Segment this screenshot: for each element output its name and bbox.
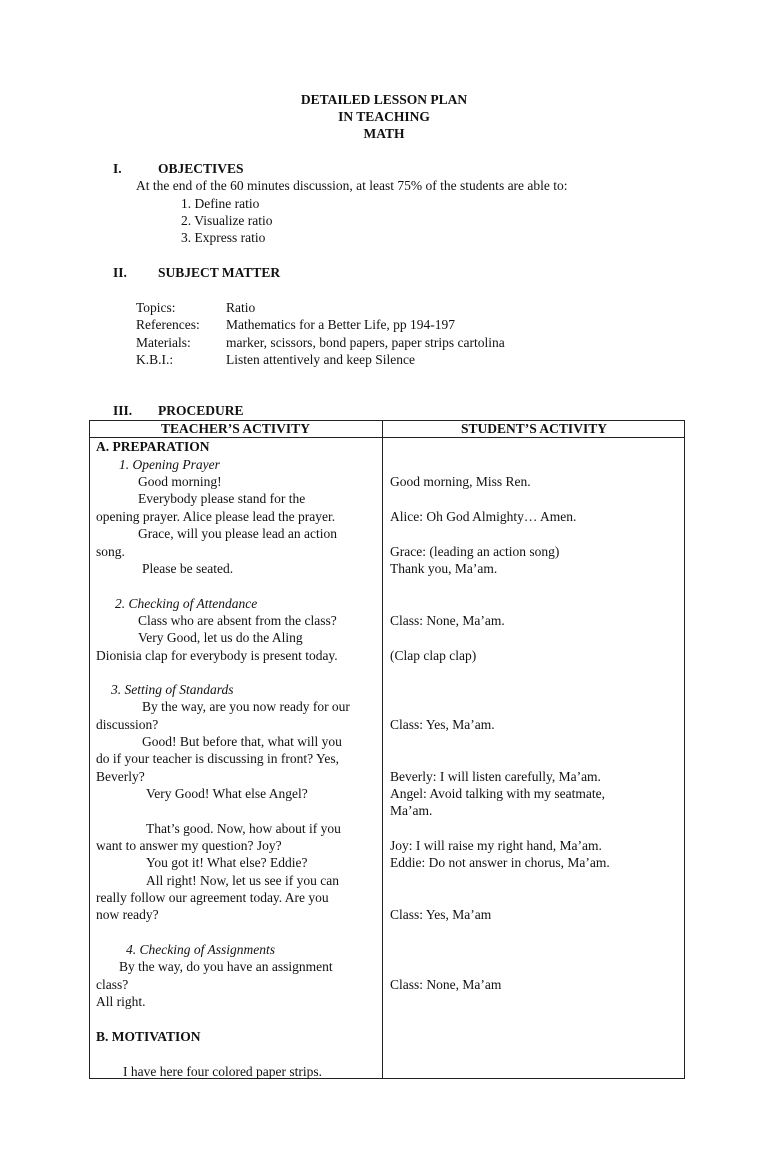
teacher-line: discussion? — [96, 717, 159, 732]
section-preparation: A. PREPARATION — [96, 439, 210, 454]
student-line: Thank you, Ma’am. — [390, 561, 498, 576]
teacher-line: I have here four colored paper strips. — [123, 1064, 323, 1079]
subject-row-label: Topics: — [136, 300, 176, 315]
teacher-line: Very Good, let us do the Aling — [138, 630, 303, 645]
student-activity-header: STUDENT’S ACTIVITY — [461, 421, 607, 436]
teacher-line: Very Good! What else Angel? — [146, 786, 308, 801]
student-line: Beverly: I will listen carefully, Ma’am. — [390, 769, 601, 784]
teacher-line: All right. — [96, 994, 146, 1009]
teacher-line: 4. Checking of Assignments — [126, 942, 275, 957]
objectives-numeral: I. — [113, 161, 122, 176]
teacher-line: do if your teacher is discussing in front? Yes, — [96, 751, 339, 766]
teacher-line: 2. Checking of Attendance — [115, 596, 258, 611]
student-line: Joy: I will raise my right hand, Ma’am. — [390, 838, 602, 853]
teacher-line: song. — [96, 544, 125, 559]
teacher-line: 1. Opening Prayer — [119, 457, 220, 472]
teacher-line: Please be seated. — [142, 561, 234, 576]
teacher-line: class? — [96, 977, 129, 992]
subject-row-value: Ratio — [226, 300, 256, 315]
subject-row-value: Listen attentively and keep Silence — [226, 352, 415, 367]
teacher-line: now ready? — [96, 907, 159, 922]
objective-item: 3. Express ratio — [181, 230, 266, 245]
objective-item: 2. Visualize ratio — [181, 213, 273, 228]
teacher-line: opening prayer. Alice please lead the prayer. — [96, 509, 336, 524]
teacher-line: really follow our agreement today. Are you — [96, 890, 329, 905]
student-line: Angel: Avoid talking with my seatmate, — [390, 786, 605, 801]
teacher-line: Good morning! — [138, 474, 222, 489]
teacher-line: That’s good. Now, how about if you — [146, 821, 341, 836]
student-line: (Clap clap clap) — [390, 648, 477, 663]
subject-row-label: References: — [136, 317, 200, 332]
teacher-line: 3. Setting of Standards — [111, 682, 234, 697]
teacher-activity-header: TEACHER’S ACTIVITY — [161, 421, 310, 436]
subject-matter-numeral: II. — [113, 265, 127, 280]
teacher-line: All right! Now, let us see if you can — [146, 873, 339, 888]
student-line: Alice: Oh God Almighty… Amen. — [390, 509, 577, 524]
student-line: Ma’am. — [390, 803, 433, 818]
student-line: Grace: (leading an action song) — [390, 544, 560, 559]
title-line-3: MATH — [363, 126, 405, 141]
subject-row-value: Mathematics for a Better Life, pp 194-197 — [226, 317, 456, 332]
teacher-line: By the way, do you have an assignment — [119, 959, 333, 974]
student-line: Class: None, Ma’am. — [390, 613, 505, 628]
objectives-intro: At the end of the 60 minutes discussion, at least 75% of the students are able to: — [136, 178, 568, 193]
student-line: Good morning, Miss Ren. — [390, 474, 531, 489]
teacher-line: You got it! What else? Eddie? — [146, 855, 308, 870]
teacher-line: Everybody please stand for the — [138, 491, 306, 506]
procedure-numeral: III. — [113, 403, 133, 418]
student-line: Class: Yes, Ma’am — [390, 907, 492, 922]
objective-item: 1. Define ratio — [181, 196, 260, 211]
subject-row-label: K.B.I.: — [136, 352, 174, 367]
student-line: Eddie: Do not answer in chorus, Ma’am. — [390, 855, 610, 870]
subject-matter-heading: SUBJECT MATTER — [158, 265, 281, 280]
title-line-1: DETAILED LESSON PLAN — [300, 92, 468, 107]
section-motivation: B. MOTIVATION — [96, 1029, 201, 1044]
procedure-heading: PROCEDURE — [158, 403, 244, 418]
student-line: Class: Yes, Ma’am. — [390, 717, 495, 732]
student-line: Class: None, Ma’am — [390, 977, 502, 992]
teacher-line: Grace, will you please lead an action — [138, 526, 338, 541]
teacher-line: want to answer my question? Joy? — [96, 838, 282, 853]
subject-row-label: Materials: — [136, 335, 191, 350]
teacher-line: Beverly? — [96, 769, 145, 784]
objectives-heading: OBJECTIVES — [158, 161, 244, 176]
teacher-line: Good! But before that, what will you — [142, 734, 342, 749]
teacher-line: Class who are absent from the class? — [138, 613, 337, 628]
column-divider — [382, 420, 383, 1079]
teacher-line: By the way, are you now ready for our — [142, 699, 350, 714]
subject-row-value: marker, scissors, bond papers, paper strips cartolina — [226, 335, 505, 350]
title-line-2: IN TEACHING — [338, 109, 430, 124]
teacher-line: Dionisia clap for everybody is present today. — [96, 648, 338, 663]
